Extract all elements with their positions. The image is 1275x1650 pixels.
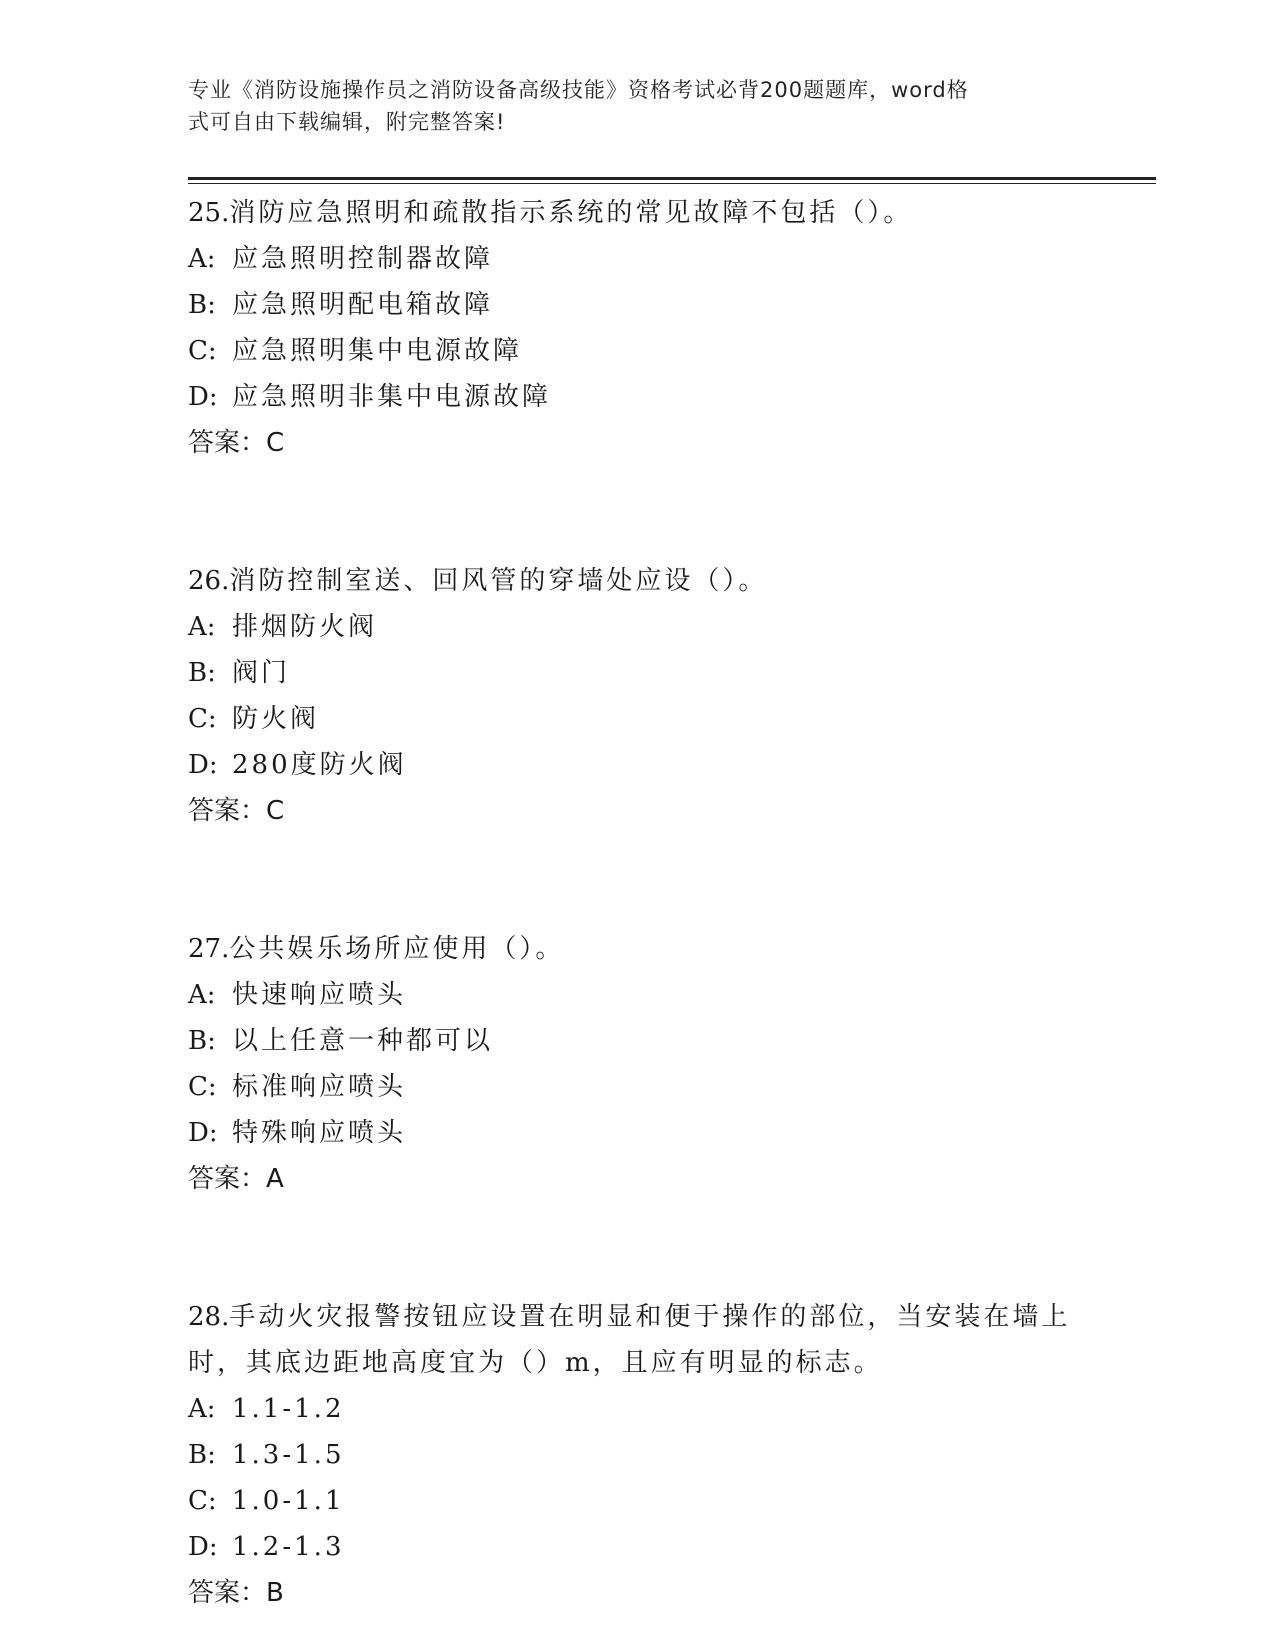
option-label: A:	[188, 980, 216, 1010]
option-label: B:	[188, 1026, 216, 1056]
answer: 答案：B	[188, 1578, 284, 1608]
option-label: B:	[188, 658, 216, 688]
question-28	[188, 1294, 1088, 1616]
option-text: 排烟防火阀	[232, 612, 378, 642]
document-header	[188, 74, 1068, 138]
header-line-1: 专业《消防设施操作员之消防设备高级技能》资格考试必背200题题库，word格	[188, 78, 969, 102]
question-text: 消防控制室送、回风管的穿墙处应设（）。	[229, 566, 768, 596]
option-text: 应急照明集中电源故障	[232, 336, 523, 366]
question-26	[188, 558, 1088, 834]
option-label: D:	[188, 1532, 218, 1562]
option-label: B:	[188, 1440, 216, 1470]
question-stem	[188, 558, 1088, 604]
option-label: D:	[188, 1118, 218, 1148]
question-stem	[188, 190, 1088, 236]
option-c	[188, 1478, 1088, 1524]
option-label: D:	[188, 750, 218, 780]
option-text: 应急照明非集中电源故障	[232, 382, 552, 412]
question-text: 手动火灾报警按钮应设置在明显和便于操作的部位，当安装在墙上	[229, 1302, 1071, 1332]
option-text: 280度防火阀	[232, 750, 407, 780]
question-stem	[188, 1294, 1088, 1340]
option-text: 防火阀	[232, 704, 320, 734]
answer: 答案：A	[188, 1164, 284, 1194]
option-text: 快速响应喷头	[232, 980, 407, 1010]
option-label: B:	[188, 290, 216, 320]
question-number: 28.	[188, 1302, 230, 1332]
option-text: 应急照明控制器故障	[232, 244, 494, 274]
header-line-2: 式可自由下载编辑，附完整答案!	[188, 110, 506, 134]
option-text: 应急照明配电箱故障	[232, 290, 494, 320]
answer: 答案：C	[188, 796, 285, 826]
option-c	[188, 1064, 1088, 1110]
header-divider-thick	[188, 177, 1156, 180]
option-text: 1.1-1.2	[232, 1394, 345, 1424]
option-d	[188, 742, 1088, 788]
option-b	[188, 1018, 1088, 1064]
option-d	[188, 374, 1088, 420]
option-text: 1.3-1.5	[232, 1440, 345, 1470]
question-number: 26.	[188, 566, 230, 596]
option-label: C:	[188, 1486, 217, 1516]
option-b	[188, 650, 1088, 696]
option-text: 特殊响应喷头	[232, 1118, 407, 1148]
question-spacer	[188, 834, 1088, 926]
option-text: 以上任意一种都可以	[232, 1026, 494, 1056]
option-d	[188, 1110, 1088, 1156]
option-label: C:	[188, 336, 217, 366]
question-number: 27.	[188, 934, 230, 964]
option-b	[188, 1432, 1088, 1478]
question-stem	[188, 926, 1088, 972]
option-text: 标准响应喷头	[232, 1072, 407, 1102]
option-text: 1.0-1.1	[232, 1486, 345, 1516]
option-label: C:	[188, 704, 217, 734]
option-text: 1.2-1.3	[232, 1532, 345, 1562]
question-stem-continued: 时，其底边距地高度宜为（）m，且应有明显的标志。	[188, 1348, 883, 1378]
option-d	[188, 1524, 1088, 1570]
option-label: A:	[188, 1394, 216, 1424]
option-a	[188, 1386, 1088, 1432]
question-text: 公共娱乐场所应使用（）。	[229, 934, 565, 964]
answer: 答案：C	[188, 428, 285, 458]
question-number: 25.	[188, 198, 230, 228]
option-text: 阀门	[232, 658, 291, 688]
question-list	[188, 190, 1088, 1616]
option-c	[188, 328, 1088, 374]
option-label: A:	[188, 244, 216, 274]
question-spacer	[188, 466, 1088, 558]
header-divider-thin	[188, 183, 1156, 184]
option-c	[188, 696, 1088, 742]
option-a	[188, 604, 1088, 650]
option-label: A:	[188, 612, 216, 642]
question-27	[188, 926, 1088, 1202]
option-a	[188, 972, 1088, 1018]
option-label: C:	[188, 1072, 217, 1102]
option-a	[188, 236, 1088, 282]
option-b	[188, 282, 1088, 328]
option-label: D:	[188, 382, 218, 412]
question-text: 消防应急照明和疏散指示系统的常见故障不包括（）。	[229, 198, 913, 228]
question-spacer	[188, 1202, 1088, 1294]
question-25	[188, 190, 1088, 466]
